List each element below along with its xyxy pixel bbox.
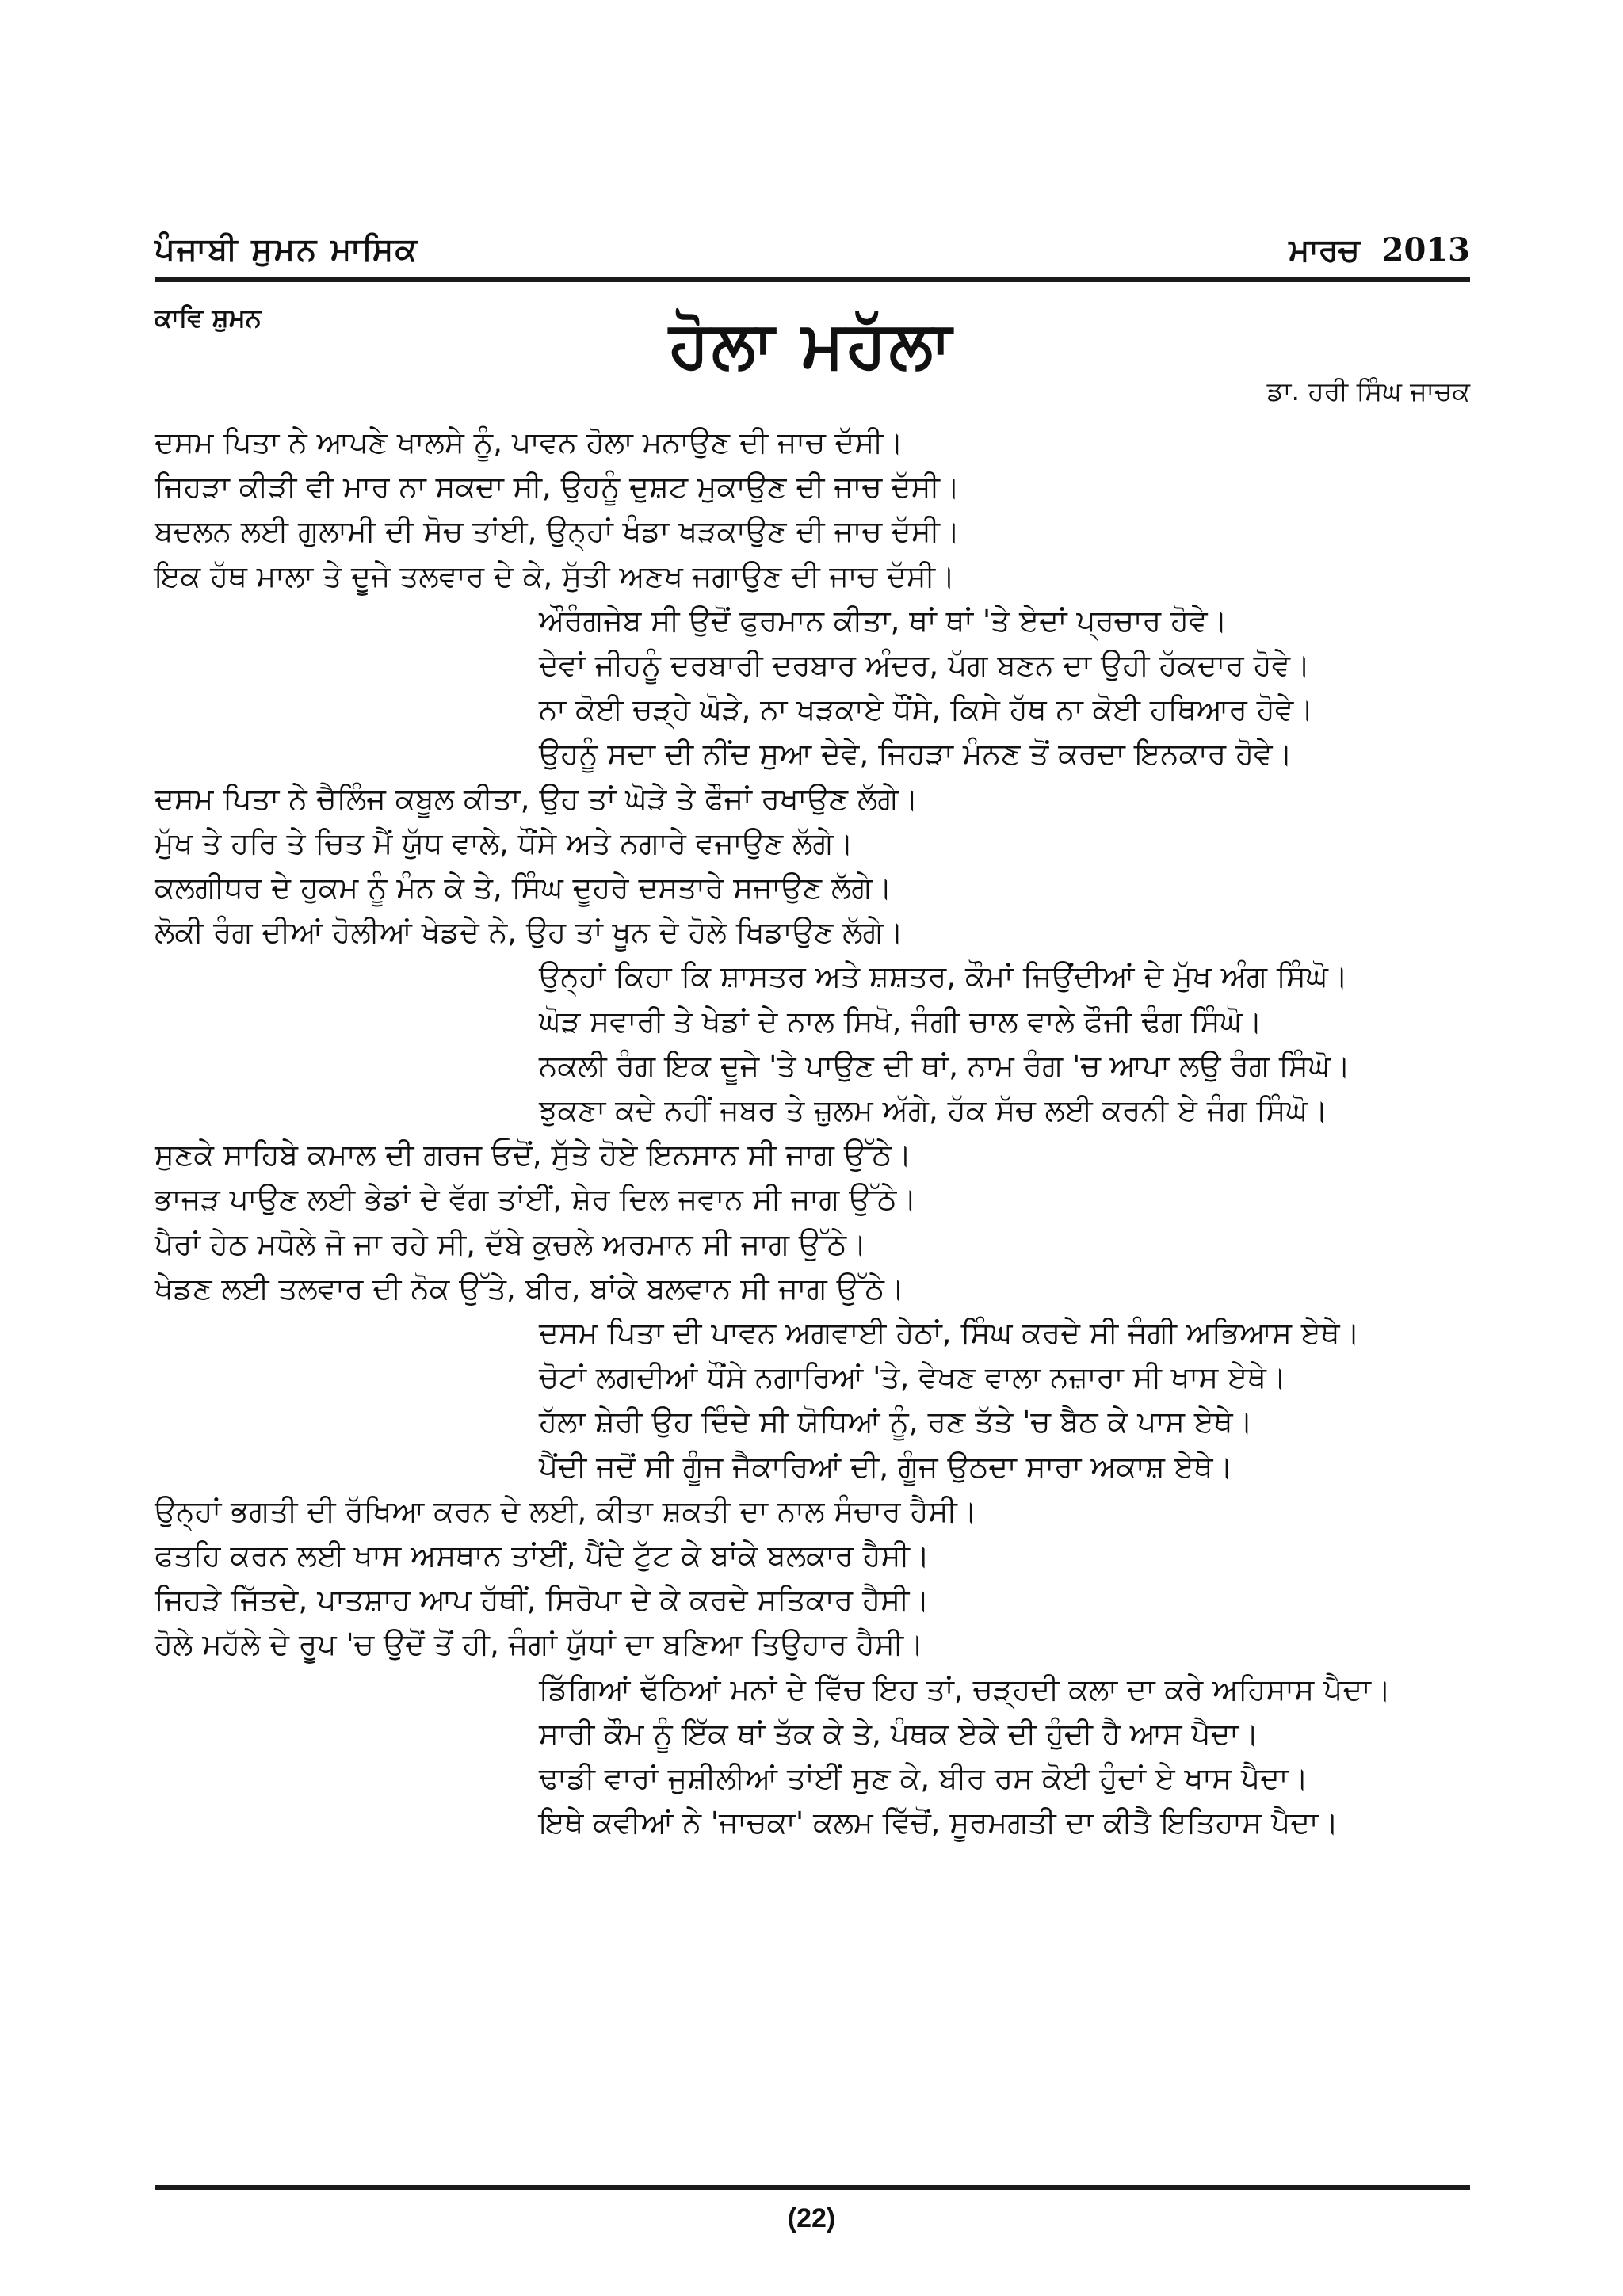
poem-line: ਸਾਰੀ ਕੌਮ ਨੂੰ ਇੱਕ ਥਾਂ ਤੱਕ ਕੇ ਤੇ, ਪੰਥਕ ਏਕੇ ਦੀ ਹੁੰਦੀ ਹੈ ਆਸ ਪੈਦਾ। bbox=[539, 1716, 1259, 1751]
poem-line: ਬਦਲਨ ਲਈ ਗੁਲਾਮੀ ਦੀ ਸੋਚ ਤਾਂਈ, ਉਨ੍ਹਾਂ ਖੰਡਾ ਖੜਕਾਉਣ ਦੀ ਜਾਚ ਦੱਸੀ। bbox=[155, 513, 960, 548]
poem-line: ਦਸਮ ਪਿਤਾ ਨੇ ਆਪਣੇ ਖਾਲਸੇ ਨੂੰ, ਪਾਵਨ ਹੋਲਾ ਮਨਾਉਣ ਦੀ ਜਾਚ ਦੱਸੀ। bbox=[155, 425, 903, 460]
poem-line: ਜਿਹੜੇ ਜਿੱਤਦੇ, ਪਾਤਸ਼ਾਹ ਆਪ ਹੱਥੀਂ, ਸਿਰੋਪਾ ਦੇ ਕੇ ਕਰਦੇ ਸਤਿਕਾਰ ਹੈਸੀ। bbox=[155, 1582, 930, 1617]
running-header bbox=[155, 231, 1470, 279]
poem-line: ਡਿੱਗਿਆਂ ਢੱਠਿਆਂ ਮਨਾਂ ਦੇ ਵਿੱਚ ਇਹ ਤਾਂ, ਚੜ੍ਹਦੀ ਕਲਾ ਦਾ ਕਰੇ ਅਹਿਸਾਸ ਪੈਦਾ। bbox=[539, 1672, 1392, 1707]
footer-rule bbox=[155, 2185, 1470, 2190]
issue-month: ਮਾਰਚ bbox=[1289, 232, 1360, 269]
header-rule bbox=[155, 277, 1470, 282]
poem-line: ਔਰੰਗਜੇਬ ਸੀ ਉਦੋਂ ਫੁਰਮਾਨ ਕੀਤਾ, ਥਾਂ ਥਾਂ 'ਤੇ ਏਦਾਂ ਪ੍ਰਚਾਰ ਹੋਵੇ। bbox=[539, 603, 1228, 638]
poem-line: ਦਸਮ ਪਿਤਾ ਦੀ ਪਾਵਨ ਅਗਵਾਈ ਹੇਠਾਂ, ਸਿੰਘ ਕਰਦੇ ਸੀ ਜੰਗੀ ਅਭਿਆਸ ਏਥੇ। bbox=[539, 1315, 1360, 1350]
poem-line: ਨਕਲੀ ਰੰਗ ਇਕ ਦੂਜੇ 'ਤੇ ਪਾਉਣ ਦੀ ਥਾਂ, ਨਾਮ ਰੰਗ 'ਚ ਆਪਾ ਲਉ ਰੰਗ ਸਿੰਘੋ। bbox=[539, 1048, 1351, 1083]
journal-name: ਪੰਜਾਬੀ ਸੁਮਨ ਮਾਸਿਕ bbox=[155, 231, 418, 268]
poem-line: ਫਤਹਿ ਕਰਨ ਲਈ ਖਾਸ ਅਸਥਾਨ ਤਾਂਈਂ, ਪੈਂਦੇ ਟੁੱਟ ਕੇ ਬਾਂਕੇ ਬਲਕਾਰ ਹੈਸੀ। bbox=[155, 1538, 930, 1573]
poem-line: ਪੈਂਦੀ ਜਦੋਂ ਸੀ ਗੂੰਜ ਜੈਕਾਰਿਆਂ ਦੀ, ਗੂੰਜ ਉਠਦਾ ਸਾਰਾ ਅਕਾਸ਼ ਏਥੇ। bbox=[539, 1449, 1233, 1484]
poem-line: ਪੈਰਾਂ ਹੇਠ ਮਧੋਲੇ ਜੋ ਜਾ ਰਹੇ ਸੀ, ਦੱਬੇ ਕੁਚਲੇ ਅਰਮਾਨ ਸੀ ਜਾਗ ਉੱਠੇ। bbox=[155, 1226, 867, 1261]
poem-title: ਹੋਲਾ ਮਹੱਲਾ bbox=[669, 307, 954, 383]
poem-line: ਸੁਣਕੇ ਸਾਹਿਬੇ ਕਮਾਲ ਦੀ ਗਰਜ ਓਦੋਂ, ਸੁੱਤੇ ਹੋਏ ਇਨਸਾਨ ਸੀ ਜਾਗ ਉੱਠੇ। bbox=[155, 1137, 912, 1172]
poem-line: ਜਿਹੜਾ ਕੀੜੀ ਵੀ ਮਾਰ ਨਾ ਸਕਦਾ ਸੀ, ਉਹਨੂੰ ਦੁਸ਼ਟ ਮੁਕਾਉਣ ਦੀ ਜਾਚ ਦੱਸੀ। bbox=[155, 469, 960, 504]
section-label: ਕਾਵਿ ਸ਼ੁਮਨ bbox=[155, 303, 262, 333]
poem-line: ਦੇਵਾਂ ਜੀਹਨੂੰ ਦਰਬਾਰੀ ਦਰਬਾਰ ਅੰਦਰ, ਪੱਗ ਬਣਨ ਦਾ ਉਹੀ ਹੱਕਦਾਰ ਹੋਵੇ। bbox=[539, 647, 1311, 682]
poem-line: ਇਕ ਹੱਥ ਮਾਲਾ ਤੇ ਦੂਜੇ ਤਲਵਾਰ ਦੇ ਕੇ, ਸੁੱਤੀ ਅਣਖ ਜਗਾਉਣ ਦੀ ਜਾਚ ਦੱਸੀ। bbox=[155, 559, 956, 593]
poem-line: ਖੇਡਣ ਲਈ ਤਲਵਾਰ ਦੀ ਨੋਕ ਉੱਤੇ, ਬੀਰ, ਬਾਂਕੇ ਬਲਵਾਨ ਸੀ ਜਾਗ ਉੱਠੇ। bbox=[155, 1271, 905, 1306]
poem-line: ਉਨ੍ਹਾਂ ਕਿਹਾ ਕਿ ਸ਼ਾਸਤਰ ਅਤੇ ਸ਼ਸ਼ਤਰ, ਕੌਮਾਂ ਜਿਉਂਦੀਆਂ ਦੇ ਮੁੱਖ ਅੰਗ ਸਿੰਘੋ। bbox=[539, 959, 1349, 994]
poem-line: ਨਾ ਕੋਈ ਚੜ੍ਹੇ ਘੋੜੇ, ਨਾ ਖੜਕਾਏ ਧੌਂਸੇ, ਕਿਸੇ ਹੱਥ ਨਾ ਕੋਈ ਹਥਿਆਰ ਹੋਵੇ। bbox=[539, 692, 1314, 727]
poem-line: ਚੋਟਾਂ ਲਗਦੀਆਂ ਧੌਂਸੇ ਨਗਾਰਿਆਂ 'ਤੇ, ਵੇਖਣ ਵਾਲਾ ਨਜ਼ਾਰਾ ਸੀ ਖਾਸ ਏਥੇ। bbox=[539, 1360, 1287, 1394]
issue-date bbox=[1289, 231, 1470, 269]
issue-year: 2013 bbox=[1381, 231, 1470, 269]
poem-line: ਭਾਜੜ ਪਾਉਣ ਲਈ ਭੇਡਾਂ ਦੇ ਵੱਗ ਤਾਂਈਂ, ਸ਼ੇਰ ਦਿਲ ਜਵਾਨ ਸੀ ਜਾਗ ਉੱਠੇ। bbox=[155, 1181, 917, 1216]
poem-line: ਹੋਲੇ ਮਹੱਲੇ ਦੇ ਰੂਪ 'ਚ ਉਦੋਂ ਤੋਂ ਹੀ, ਜੰਗਾਂ ਯੁੱਧਾਂ ਦਾ ਬਣਿਆ ਤਿਉਹਾਰ ਹੈਸੀ। bbox=[155, 1627, 924, 1661]
poem-line: ਇਥੇ ਕਵੀਆਂ ਨੇ 'ਜਾਚਕਾ' ਕਲਮ ਵਿੱਚੋਂ, ਸੂਰਮਗਤੀ ਦਾ ਕੀਤੈ ਇਤਿਹਾਸ ਪੈਦਾ। bbox=[539, 1805, 1339, 1840]
poem-line: ਕਲਗੀਧਰ ਦੇ ਹੁਕਮ ਨੂੰ ਮੰਨ ਕੇ ਤੇ, ਸਿੰਘ ਦੂਹਰੇ ਦਸਤਾਰੇ ਸਜਾਉਣ ਲੱਗੇ। bbox=[155, 870, 892, 905]
poem-line: ਦਸਮ ਪਿਤਾ ਨੇ ਚੈਲਿੰਜ ਕਬੂਲ ਕੀਤਾ, ਉਹ ਤਾਂ ਘੋੜੇ ਤੇ ਫੌਜਾਂ ਰਖਾਉਣ ਲੱਗੇ। bbox=[155, 781, 918, 816]
poem-line: ਲੋਕੀ ਰੰਗ ਦੀਆਂ ਹੋਲੀਆਂ ਖੇਡਦੇ ਨੇ, ਉਹ ਤਾਂ ਖੂਨ ਦੇ ਹੋਲੇ ਖਿਡਾਉਣ ਲੱਗੇ। bbox=[155, 914, 903, 949]
poem-line: ਹੱਲਾ ਸ਼ੇਰੀ ਉਹ ਦਿੰਦੇ ਸੀ ਯੋਧਿਆਂ ਨੂੰ, ਰਣ ਤੱਤੇ 'ਚ ਬੈਠ ਕੇ ਪਾਸ ਏਥੇ। bbox=[539, 1404, 1253, 1439]
poem-line: ਉਨ੍ਹਾਂ ਭਗਤੀ ਦੀ ਰੱਖਿਆ ਕਰਨ ਦੇ ਲਈ, ਕੀਤਾ ਸ਼ਕਤੀ ਦਾ ਨਾਲ ਸੰਚਾਰ ਹੈਸੀ। bbox=[155, 1493, 978, 1528]
page-number: (22) bbox=[787, 2203, 836, 2233]
poem-line: ਘੋੜ ਸਵਾਰੀ ਤੇ ਖੇਡਾਂ ਦੇ ਨਾਲ ਸਿਖੋ, ਜੰਗੀ ਚਾਲ ਵਾਲੇ ਫੌਜੀ ਢੰਗ ਸਿੰਘੋ। bbox=[539, 1004, 1262, 1039]
poem-line: ਮੁੱਖ ਤੇ ਹਰਿ ਤੇ ਚਿਤ ਮੈਂ ਯੁੱਧ ਵਾਲੇ, ਧੌਂਸੇ ਅਤੇ ਨਗਾਰੇ ਵਜਾਉਣ ਲੱਗੇ। bbox=[155, 826, 854, 860]
poem-line: ਝੁਕਣਾ ਕਦੇ ਨਹੀਂ ਜਬਰ ਤੇ ਜ਼ੁਲਮ ਅੱਗੇ, ਹੱਕ ਸੱਚ ਲਈ ਕਰਨੀ ਏ ਜੰਗ ਸਿੰਘੋ। bbox=[539, 1093, 1328, 1127]
poem-line: ਉਹਨੂੰ ਸਦਾ ਦੀ ਨੀਂਦ ਸੁਆ ਦੇਵੇ, ਜਿਹੜਾ ਮੰਨਣ ਤੋਂ ਕਰਦਾ ਇਨਕਾਰ ਹੋਵੇ। bbox=[539, 736, 1293, 771]
poem-line: ਢਾਡੀ ਵਾਰਾਂ ਜੁਸ਼ੀਲੀਆਂ ਤਾਂਈਂ ਸੁਣ ਕੇ, ਬੀਰ ਰਸ ਕੋਈ ਹੁੰਦਾਂ ਏ ਖਾਸ ਪੈਦਾ। bbox=[539, 1760, 1308, 1795]
author-byline: ਡਾ. ਹਰੀ ਸਿੰਘ ਜਾਚਕ bbox=[1266, 376, 1470, 406]
